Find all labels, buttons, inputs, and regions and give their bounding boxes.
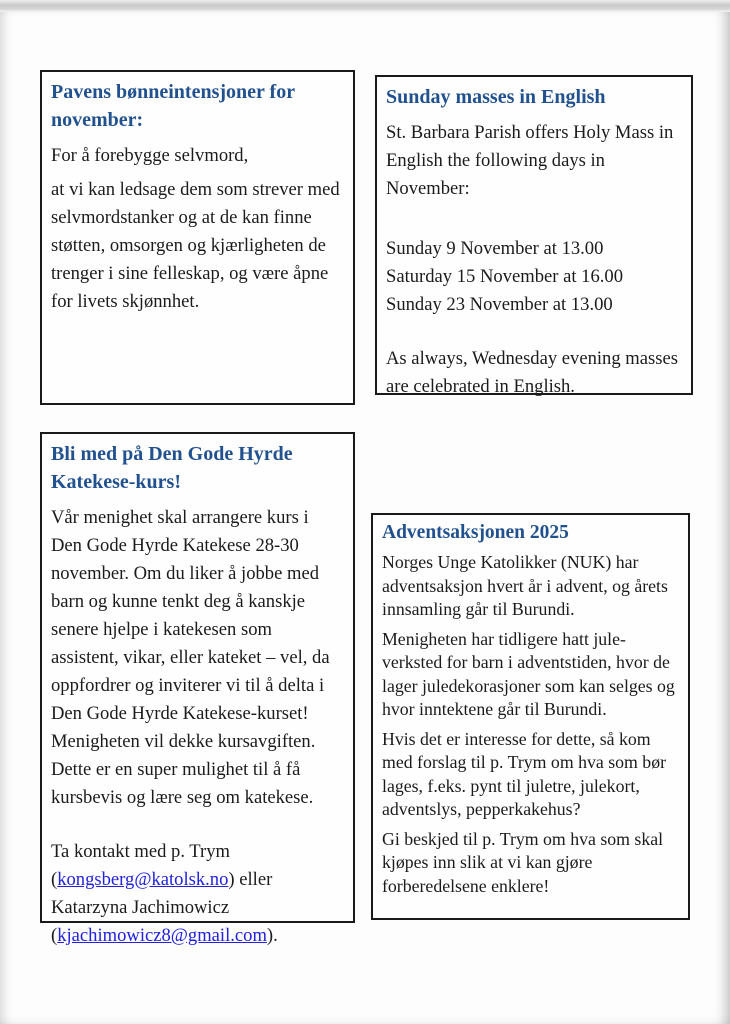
paragraph: Hvis det er interesse for dette, så kom med forslag til p. Trym om hva som bør lages, f.eks. pynt til juletre, julekort, adventslys, pepperkakehus? — [382, 728, 667, 819]
email-link-kjachimowicz[interactable]: kjachimowicz8@gmail.com — [57, 925, 267, 946]
box-title: Pavens bønneintensjoner for november: — [51, 81, 295, 131]
contact-text: Ta kontakt med p. Trym ( — [51, 841, 230, 890]
box-title: Adventsaksjonen 2025 — [382, 522, 569, 543]
box-title: Sunday masses in English — [386, 86, 606, 108]
box-sunday-masses — [375, 75, 693, 395]
paragraph: Gi beskjed til p. Trym om hva som skal kjøpes inn slik at vi kan gjøre forberedelsene enklere! — [382, 828, 664, 896]
box-papal-intentions — [40, 70, 355, 405]
paragraph: Vår menighet skal arrangere kurs i Den Gode Hyrde Katekese 28-30 november. Om du liker å jobbe med barn og kunne tenkt deg å kanskje senere hjelpe i katekesen som assistent, vikar, eller kateket – vel, da oppfordrer og inviterer vi til å delta i Den Gode Hyrde Katekese-kurset! Menigheten vil dekke kursavgiften. Dette er en super mulighet til å få kursbevis og lære seg om katekese. — [51, 507, 330, 808]
mass-schedule-line: Sunday 9 November at 13.00 — [386, 238, 604, 259]
blank-line — [386, 209, 682, 235]
box-adventsaksjonen — [371, 513, 690, 920]
paragraph: Menigheten har tidligere hatt jule-verksted for barn i adventstiden, hvor de lager juledekorasjoner som kan selges og hvor inntektene går til Burundi. — [382, 628, 675, 719]
paragraph: Norges Unge Katolikker (NUK) har adventsaksjon hvert år i advent, og årets innsamling går til Burundi. — [382, 552, 668, 619]
paragraph: For å forebygge selvmord, — [51, 145, 249, 166]
contact-text: ). — [266, 925, 278, 946]
blank-line — [386, 319, 682, 345]
box-katekese-kurs — [40, 432, 355, 946]
email-link-kongsberg[interactable]: kongsberg@katolsk.no — [57, 869, 229, 890]
mass-schedule-line: Sunday 23 November at 13.00 — [386, 294, 613, 315]
contact-text: ) eller Katarzyna Jachimowicz ( — [51, 869, 273, 946]
paragraph: As always, Wednesday evening masses are celebrated in English. — [386, 348, 678, 397]
mass-schedule-line: Saturday 15 November at 16.00 — [386, 266, 624, 287]
paragraph: St. Barbara Parish offers Holy Mass in English the following days in November: — [386, 122, 674, 199]
box-title: Bli med på Den Gode Hyrde Katekese-kurs! — [51, 443, 293, 493]
contact-paragraph — [51, 838, 344, 950]
paragraph: at vi kan ledsage dem som strever med selvmordstanker og at de kan finne støtten, omsorgen og kjærligheten de trenger i sine felleskap, og være åpne for livets skjønnhet. — [51, 179, 340, 312]
photo-edge-shadow — [0, 0, 730, 12]
